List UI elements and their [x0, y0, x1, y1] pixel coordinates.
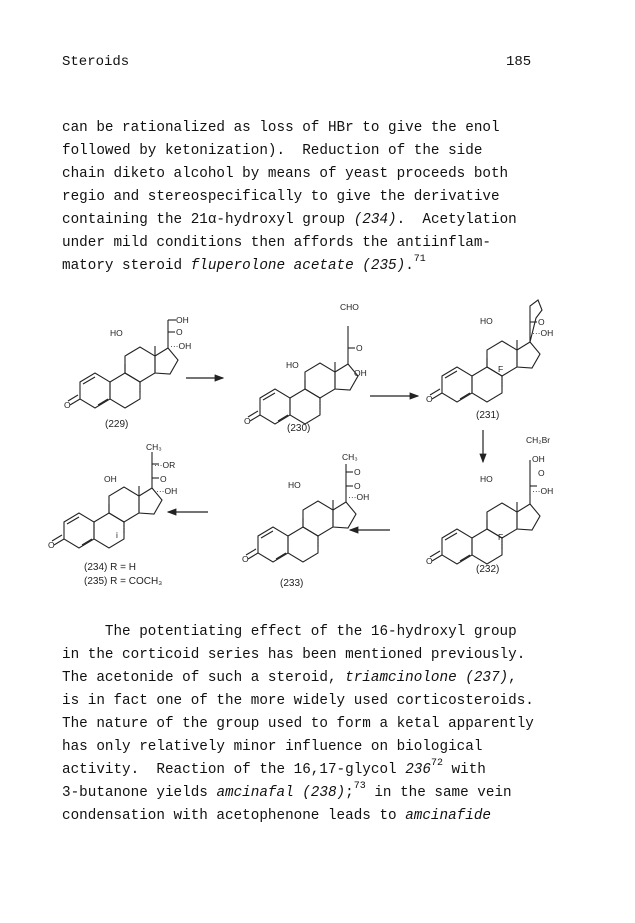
svg-text:HO: HO: [110, 328, 123, 338]
compound-label: (229): [105, 419, 129, 430]
drug-name: amcinafide: [405, 808, 491, 824]
svg-text:HO: HO: [480, 474, 493, 484]
compound-label: (233): [280, 578, 304, 589]
svg-text:O: O: [538, 317, 545, 327]
compound-label: (232): [476, 564, 500, 575]
compound-label: (234) R = H: [84, 562, 136, 573]
text-line: The nature of the group used to form a ketal apparently: [62, 716, 534, 732]
svg-text:CH₂Br: CH₂Br: [526, 435, 551, 445]
reference-superscript: 73: [353, 781, 366, 793]
structure-230: [244, 302, 367, 434]
svg-text:OH: OH: [354, 368, 367, 378]
reaction-scheme: [40, 290, 600, 610]
text-line: has only relatively minor influence on biological: [62, 739, 483, 755]
compound-ref: (234): [353, 212, 397, 228]
svg-text:O: O: [538, 468, 545, 478]
text-line: in the corticoid series has been mentioned previously.: [62, 647, 526, 663]
text-line: activity. Reaction of the 16,17-glycol $236^{72}$ with: [62, 758, 486, 778]
structure-229: [64, 315, 191, 430]
compound-ref: 236: [405, 762, 431, 778]
svg-text:···OH: ···OH: [170, 341, 192, 351]
svg-text:O: O: [48, 540, 55, 550]
text-line: 3-butanone yields amcinafal (238);$^{73}$ in the same vein: [62, 781, 512, 801]
structure-231: [426, 300, 553, 421]
structure-234-235: [48, 442, 177, 587]
compound-label: (230): [287, 423, 311, 434]
structure-233: [242, 452, 369, 589]
svg-text:OH: OH: [176, 315, 189, 325]
text-line: The acetonide of such a steroid, triamcinolone (237),: [62, 670, 517, 686]
page-number: 185: [506, 54, 532, 70]
svg-text:···OR: ···OR: [154, 460, 176, 470]
svg-text:F: F: [498, 364, 504, 374]
svg-text:HO: HO: [288, 480, 301, 490]
svg-text:O: O: [354, 467, 361, 477]
svg-text:···OH: ···OH: [532, 486, 554, 496]
svg-text:O: O: [160, 474, 167, 484]
text-line: chain diketo alcohol by means of yeast proceeds both: [62, 166, 509, 182]
paragraph-2: [62, 621, 534, 828]
structure-232: [426, 435, 553, 575]
text-line: followed by ketonization). Reduction of the side: [62, 143, 483, 159]
svg-text:CH₃: CH₃: [342, 452, 358, 462]
reference-superscript: 72: [430, 758, 443, 770]
svg-text:HO: HO: [480, 316, 493, 326]
svg-text:O: O: [354, 481, 361, 491]
text-line: condensation with acetophenone leads to amcinafide: [62, 808, 491, 824]
svg-text:HO: HO: [286, 360, 299, 370]
svg-text:CH₃: CH₃: [146, 442, 162, 452]
page-header-title: Steroids: [62, 54, 130, 70]
paragraph-1: [62, 117, 517, 278]
svg-text:O: O: [426, 394, 433, 404]
svg-text:···OH: ···OH: [532, 328, 554, 338]
reference-superscript: 71: [413, 254, 426, 266]
svg-text:O: O: [356, 343, 363, 353]
text-line: under mild conditions then affords the antiinflam-: [62, 235, 491, 251]
text-line: The potentiating effect of the 16-hydroxyl group: [62, 624, 517, 640]
svg-text:O: O: [426, 556, 433, 566]
svg-text:···OH: ···OH: [156, 486, 178, 496]
svg-text:O: O: [244, 416, 251, 426]
svg-text:OH: OH: [104, 474, 117, 484]
svg-text:F: F: [498, 532, 504, 542]
svg-text:O: O: [176, 327, 183, 337]
compound-label: (235) R = COCH₃: [84, 576, 163, 587]
svg-text:CHO: CHO: [340, 302, 359, 312]
drug-name: amcinafal (238): [216, 785, 346, 801]
svg-text:O: O: [64, 400, 71, 410]
text-line: containing the 21α-hydroxyl group (234). Acetylation: [62, 212, 517, 228]
svg-text:···OH: ···OH: [348, 492, 370, 502]
compound-label: (231): [476, 410, 500, 421]
svg-text:O: O: [242, 554, 249, 564]
drug-name: fluperolone acetate (235): [190, 258, 406, 274]
text-line: can be rationalized as loss of HBr to give the enol: [62, 120, 500, 136]
svg-text:OH: OH: [532, 454, 545, 464]
svg-text:i: i: [116, 530, 118, 540]
drug-name: triamcinolone (237): [345, 670, 509, 686]
text-line: matory steroid fluperolone acetate (235).$^{71}$: [62, 254, 426, 274]
text-line: regio and stereospecifically to give the derivative: [62, 189, 500, 205]
text-line: is in fact one of the more widely used corticosteroids.: [62, 693, 534, 709]
